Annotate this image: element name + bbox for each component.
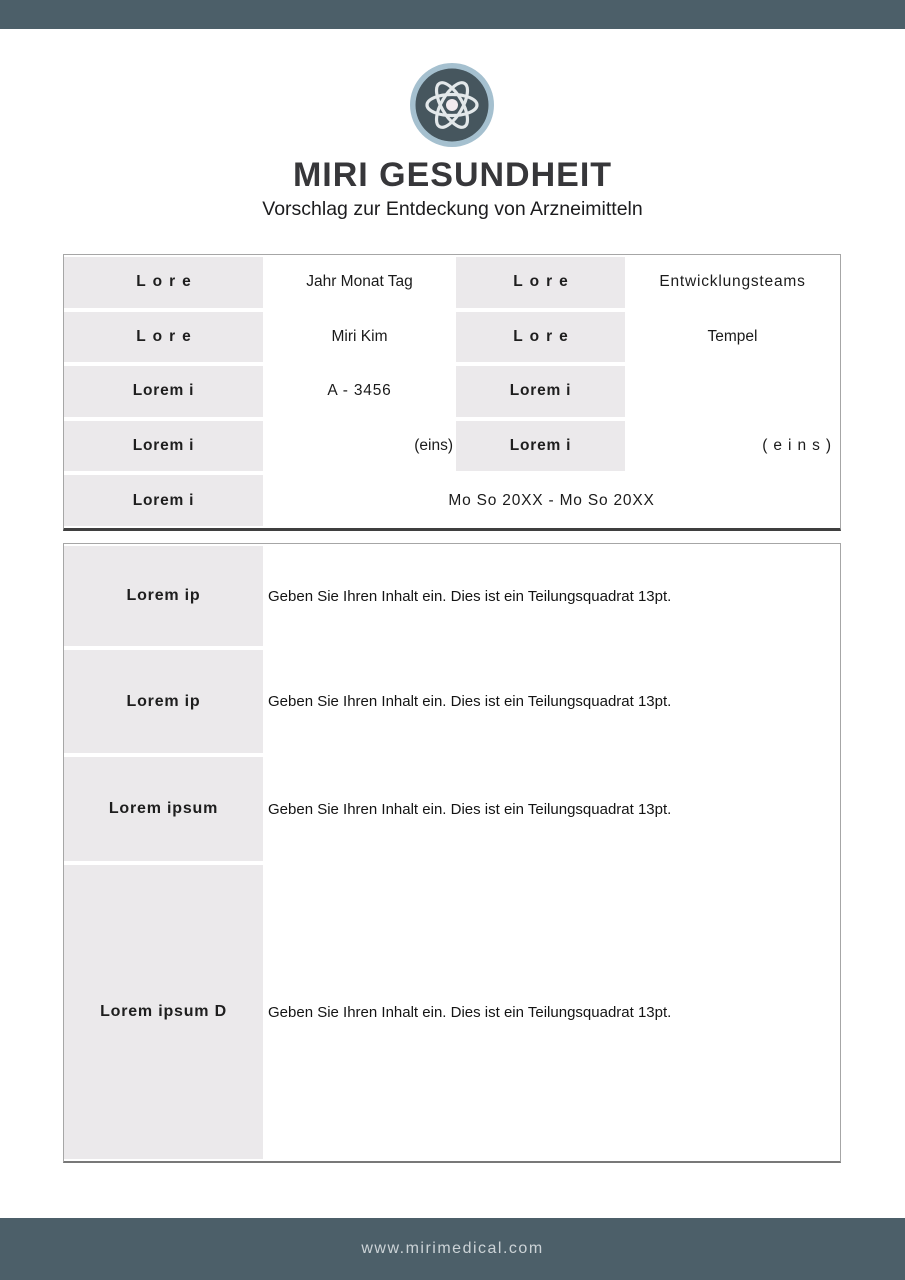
info-label-text: Lore: [513, 327, 575, 345]
page-title: MIRI GESUNDHEIT: [292, 156, 613, 194]
content-text-cell: Geben Sie Ihren Inhalt ein. Dies ist ein Teilungsquadrat 13pt.: [268, 1003, 672, 1021]
content-label-cell: [64, 757, 263, 861]
atom-icon: [410, 63, 494, 147]
content-text-cell: Geben Sie Ihren Inhalt ein. Dies ist ein Teilungsquadrat 13pt.: [268, 587, 672, 605]
content-label-text: Lorem ipsum: [108, 800, 219, 817]
info-label-text: Lore: [513, 273, 575, 291]
info-value-cell: [625, 364, 840, 419]
info-label-cell: [456, 421, 625, 472]
info-row: [64, 364, 840, 419]
content-row: [64, 648, 840, 755]
content-label-cell: [64, 546, 263, 646]
info-label-cell: [64, 366, 263, 417]
content-label-cell: [64, 650, 263, 753]
content-table: [63, 543, 841, 1163]
info-label-text: Lorem i: [509, 382, 572, 400]
info-value-cell: Miri Kim: [331, 327, 388, 345]
info-label-text: Lorem i: [132, 491, 195, 509]
content-row: [64, 863, 840, 1161]
info-value-cell: (eins): [414, 437, 453, 455]
info-row: [64, 310, 840, 365]
content-label-text: Lorem ipsum D: [100, 1003, 227, 1020]
info-label-text: Lorem i: [132, 382, 195, 400]
info-label-text: Lorem i: [509, 437, 572, 455]
content-label-text: Lorem ip: [126, 587, 201, 604]
info-label-text: Lore: [136, 327, 198, 345]
footer-bar: [0, 1218, 905, 1280]
atom-logo: [410, 63, 494, 147]
info-label-text: Lorem i: [132, 437, 195, 455]
content-text-cell: Geben Sie Ihren Inhalt ein. Dies ist ein Teilungsquadrat 13pt.: [268, 693, 672, 710]
content-label-text: Lorem ip: [126, 692, 201, 710]
info-label-cell: [456, 366, 625, 417]
info-label-cell: [456, 257, 625, 308]
content-label-cell: [64, 865, 263, 1159]
top-bar: [0, 0, 905, 29]
info-row: [64, 419, 840, 474]
info-label-cell: [64, 421, 263, 472]
info-value-cell: Jahr Monat Tag: [306, 273, 413, 291]
content-text-cell: Geben Sie Ihren Inhalt ein. Dies ist ein Teilungsquadrat 13pt.: [268, 800, 672, 818]
content-row: [64, 755, 840, 863]
page-subtitle: Vorschlag zur Entdeckung von Arzneimitteln: [262, 198, 643, 220]
info-value-cell: Entwicklungsteams: [659, 273, 806, 291]
info-label-cell: [64, 475, 263, 526]
info-row: [64, 255, 840, 310]
info-label-cell: [456, 312, 625, 363]
site-url: www.mirimedical.com: [361, 1240, 544, 1257]
info-table: [63, 254, 841, 531]
info-value-cell: Tempel: [707, 327, 758, 345]
info-label-text: Lore: [136, 273, 198, 291]
info-value-cell: Mo So 20XX - Mo So 20XX: [448, 491, 655, 509]
content-row: [64, 544, 840, 648]
info-value-cell: A - 3456: [327, 382, 392, 400]
info-value-cell: (eins): [762, 437, 837, 455]
info-label-cell: [64, 312, 263, 363]
info-label-cell: [64, 257, 263, 308]
info-row: [64, 473, 840, 528]
